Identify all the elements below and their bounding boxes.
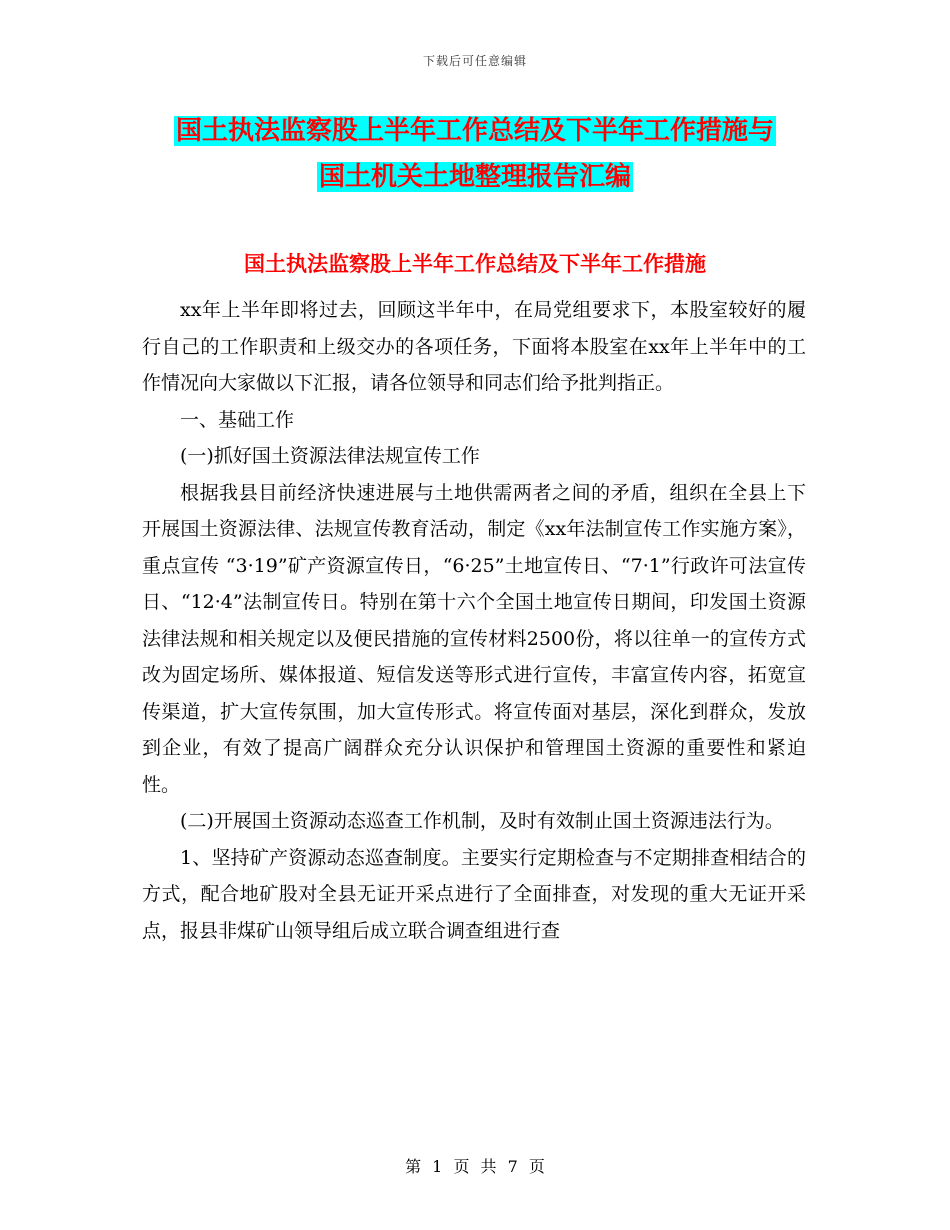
paragraph-mineral-patrol: 1、坚持矿产资源动态巡查制度。主要实行定期检查与不定期排查相结合的方式，配合地矿股对全县无证开采点进行了全面排查，对发现的重大无证开采点，报县非煤矿山领导组后成立联合调查组进行查 (142, 846, 806, 942)
page-number: 第 1 页 共 7 页 (405, 1157, 545, 1176)
paragraph-intro: xx年上半年即将过去，回顾这半年中，在局党组要求下，本股室较好的履行自己的工作职责和上级交办的各项任务，下面将本股室在xx年上半年中的工作情况向大家做以下汇报，请各位领导和同志们给予批判指正。 (142, 299, 806, 394)
heading-dynamic-patrol: (二)开展国土资源动态巡查工作机制，及时有效制止国土资源违法行为。 (180, 810, 784, 832)
heading-basic-work: 一、基础工作 (180, 408, 295, 431)
document-title-line-2: 国土机关土地整理报告汇编 (318, 162, 631, 192)
paragraph-law-publicity: 根据我县目前经济快速进展与土地供需两者之间的矛盾，组织在全县上下开展国土资源法律、法规宣传教育活动，制定《xx年法制宣传工作实施方案》，重点宣传 “3·19”矿产资源宣传日，“6·25”土地宣传日、“7·1”行政许可法宣传日、“12·4”法制宣传日。特别在第十六个全国土地宣传日期间，印发国土资源法律法规和相关规定以及便民措施的宣传材料2500份，将以往单一的宣传方式改为固定场所、媒体报道、短信发送等形式进行宣传，丰富宣传内容，拓宽宣传渠道，扩大宣传氛围，加大宣传形式。将宣传面对基层，深化到群众，发放到企业，有效了提高广阔群众充分认识保护和管理国土资源的重要性和紧迫性。 (142, 481, 806, 796)
document-body (142, 292, 806, 949)
heading-law-publicity: (一)抓好国土资源法律法规宣传工作 (180, 445, 480, 467)
page-header-note: 下载后可任意编辑 (422, 54, 527, 68)
document-title (0, 108, 950, 200)
section-title: 国土执法监察股上半年工作总结及下半年工作措施 (244, 252, 706, 276)
document-title-line-1: 国土执法监察股上半年工作总结及下半年工作措施与 (175, 116, 774, 146)
